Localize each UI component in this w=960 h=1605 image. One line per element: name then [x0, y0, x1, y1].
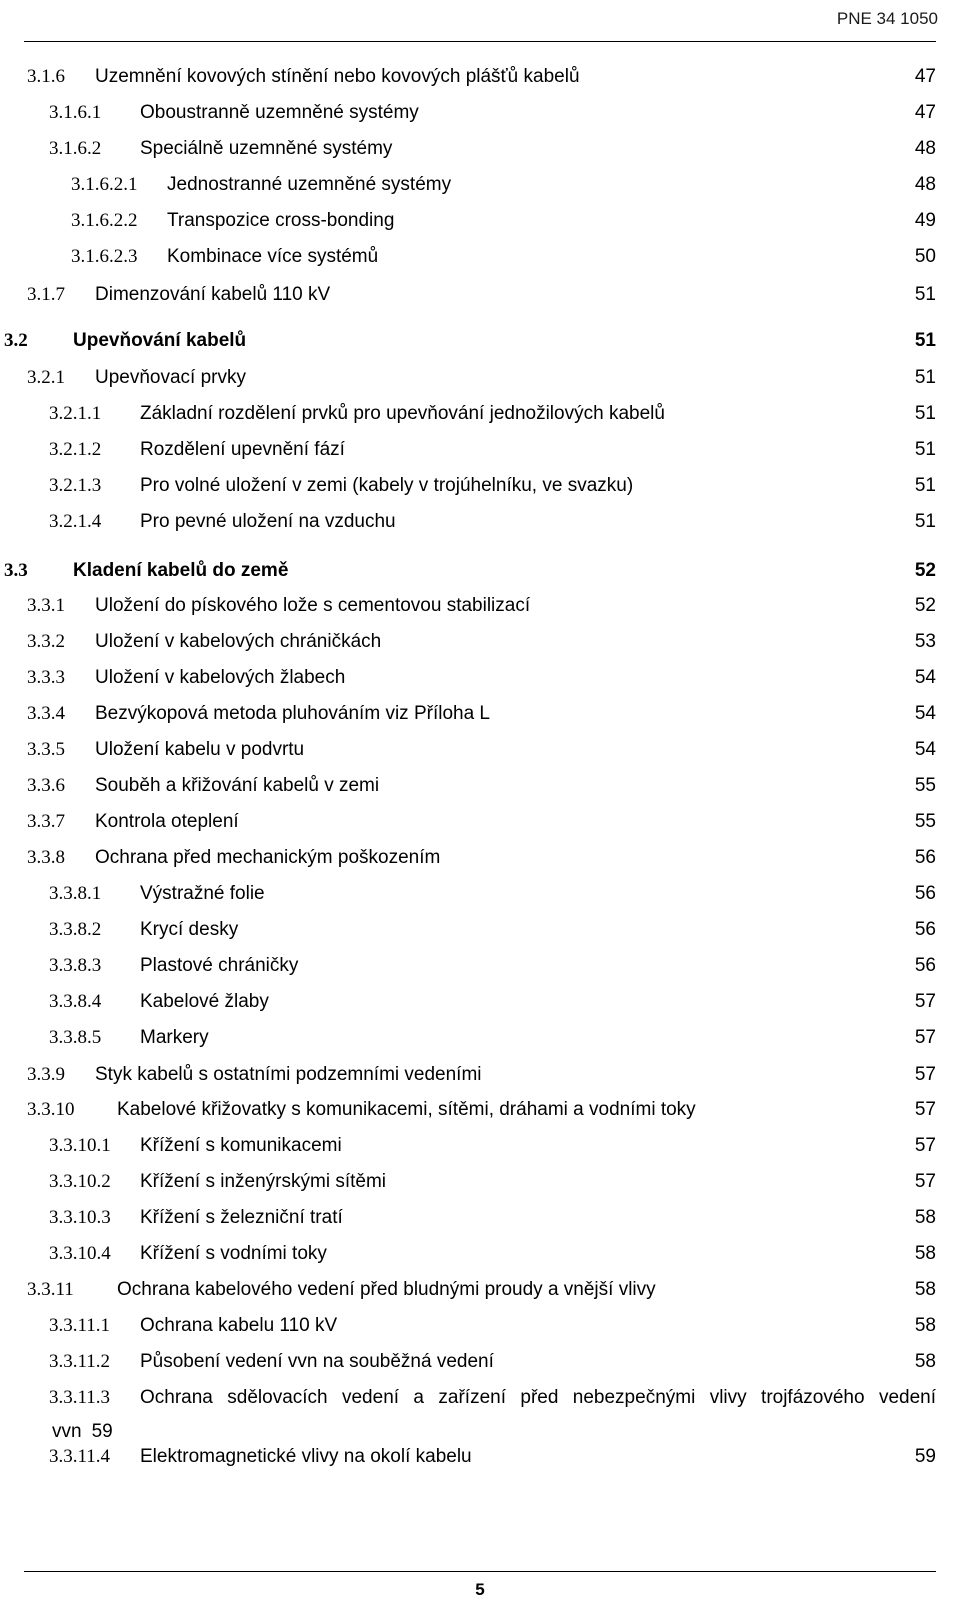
- toc-entry-number: 3.3.4: [27, 703, 65, 724]
- toc-entry-page: 52: [914, 595, 936, 616]
- toc-entry-title: Uzemnění kovových stínění nebo kovových plášťů kabelů: [95, 66, 580, 87]
- toc-entry[interactable]: [0, 473, 960, 499]
- toc-entry-page: 49: [914, 210, 936, 231]
- toc-entry-title: Křížení s komunikacemi: [140, 1135, 342, 1156]
- toc-entry[interactable]: [0, 1444, 960, 1470]
- toc-entry-title: Uložení v kabelových chráničkách: [95, 631, 382, 652]
- toc-entry-title: Působení vedení vvn na souběžná vedení: [140, 1351, 494, 1372]
- toc-entry-page: 51: [914, 403, 936, 424]
- toc-entry-page: 48: [914, 174, 936, 195]
- toc-entry-number: 3.3.11: [27, 1279, 74, 1300]
- toc-entry-title: Uložení kabelu v podvrtu: [95, 739, 305, 760]
- toc-entry-title: Ochrana kabelu 110 kV: [140, 1315, 338, 1336]
- toc-entry-number: 3.3.8: [27, 847, 65, 868]
- toc-entry[interactable]: [0, 365, 960, 391]
- toc-entry-title: Oboustranně uzemněné systémy: [140, 102, 419, 123]
- toc-entry-page: 59: [91, 1421, 113, 1442]
- toc-entry[interactable]: [0, 701, 960, 727]
- toc-entry[interactable]: [0, 136, 960, 162]
- toc-entry-page: 54: [914, 703, 936, 724]
- toc-entry-title: Upevňování kabelů: [73, 330, 247, 351]
- toc-entry-number: 3.3.8.2: [49, 919, 102, 940]
- toc-entry[interactable]: [0, 1169, 960, 1195]
- toc-entry-number: 3.3.11.3: [49, 1387, 111, 1408]
- toc-entry-page: 51: [914, 367, 936, 388]
- toc-entry-page: 47: [914, 102, 936, 123]
- toc-entry-title: Dimenzování kabelů 110 kV: [95, 284, 331, 305]
- toc-entry-number: 3.3.8.1: [49, 883, 102, 904]
- toc-entry-title: Ochrana před mechanickým poškozením: [95, 847, 441, 868]
- toc-entry-number: 3.2.1: [27, 367, 65, 388]
- toc-entry[interactable]: [0, 629, 960, 655]
- toc-entry[interactable]: [0, 509, 960, 535]
- toc-entry-page: 58: [914, 1207, 936, 1228]
- toc-entry-number: 3.3.6: [27, 775, 65, 796]
- toc-entry-title: Výstražné folie: [140, 883, 265, 904]
- toc-entry-page: 54: [914, 667, 936, 688]
- toc-entry[interactable]: [0, 809, 960, 835]
- toc-entry[interactable]: [0, 989, 960, 1015]
- toc-entry-page: 55: [914, 811, 936, 832]
- toc-entry-title: Souběh a křižování kabelů v zemi: [95, 775, 380, 796]
- toc-entry[interactable]: [0, 737, 960, 763]
- toc-entry-page: 56: [914, 847, 936, 868]
- toc-entry-number: 3.3.11.2: [49, 1351, 111, 1372]
- toc-entry[interactable]: [0, 665, 960, 691]
- toc-entry-page: 51: [914, 284, 936, 305]
- toc-entry-title: Ochrana sdělovacích vedení a zařízení před nebezpečnými vlivy trojfázového vedení: [140, 1387, 936, 1408]
- toc-entry-number: 3.3.10.3: [49, 1207, 111, 1228]
- toc-entry-number: 3.1.6: [27, 66, 65, 87]
- toc-entry[interactable]: [0, 773, 960, 799]
- toc-entry-title: Upevňovací prvky: [95, 367, 247, 388]
- toc-entry-title: Uložení do pískového lože s cementovou stabilizací: [95, 595, 531, 616]
- toc-entry-page: 58: [914, 1315, 936, 1336]
- toc-entry-title: Speciálně uzemněné systémy: [140, 138, 393, 159]
- toc-entry[interactable]: [0, 917, 960, 943]
- toc-entry[interactable]: [0, 1062, 960, 1088]
- toc-entry[interactable]: [0, 1277, 960, 1303]
- toc-entry-page: 50: [914, 246, 936, 267]
- toc-entry-page: 57: [914, 1099, 936, 1120]
- toc-entry-number: 3.1.6.2.2: [71, 210, 138, 231]
- toc-entry-title: Plastové chráničky: [140, 955, 299, 976]
- document-code: PNE 34 1050: [836, 9, 938, 28]
- toc-entry[interactable]: [0, 1133, 960, 1159]
- toc-entry-title: Krycí desky: [140, 919, 239, 940]
- toc-entry-number: 3.3.11.4: [49, 1446, 111, 1467]
- toc-entry-title: Jednostranné uzemněné systémy: [167, 174, 452, 195]
- toc-entry-page: 52: [914, 560, 936, 581]
- toc-entry[interactable]: [0, 1349, 960, 1375]
- toc-entry-title: Uložení v kabelových žlabech: [95, 667, 346, 688]
- toc-entry-page: 55: [914, 775, 936, 796]
- toc-entry-number: 3.1.6.2.1: [71, 174, 138, 195]
- toc-entry-page: 51: [914, 439, 936, 460]
- toc-entry-title: Markery: [140, 1027, 209, 1048]
- toc-entry-number: 3.1.6.2: [49, 138, 102, 159]
- toc-entry[interactable]: [0, 1385, 960, 1445]
- toc-entry-page: 57: [914, 1064, 936, 1085]
- toc-entry-page: 57: [914, 1171, 936, 1192]
- toc-entry-title: Kabelové žlaby: [140, 991, 269, 1012]
- toc-entry-number: 3.2.1.4: [49, 511, 102, 532]
- page-number: 5: [475, 1580, 485, 1599]
- toc-entry-page: 47: [914, 66, 936, 87]
- toc-entry[interactable]: [0, 1097, 960, 1123]
- toc-entry-number: 3.2: [4, 330, 28, 351]
- toc-entry[interactable]: [0, 208, 960, 234]
- toc-entry[interactable]: [0, 328, 960, 354]
- toc-entry-number: 3.3.9: [27, 1064, 65, 1085]
- toc-entry[interactable]: [0, 845, 960, 871]
- toc-entry-number: 3.3.5: [27, 739, 65, 760]
- toc-entry-title: Kladení kabelů do země: [73, 560, 289, 581]
- toc-entry-title: Kombinace více systémů: [167, 246, 379, 267]
- toc-entry-number: 3.3.10: [27, 1099, 75, 1120]
- toc-entry-page: 59: [914, 1446, 936, 1467]
- toc-entry[interactable]: [0, 282, 960, 308]
- toc-entry-number: 3.3.8.5: [49, 1027, 102, 1048]
- toc-entry-number: 3.1.7: [27, 284, 65, 305]
- toc-entry[interactable]: [0, 881, 960, 907]
- toc-entry-page: 51: [914, 475, 936, 496]
- toc-entry[interactable]: [0, 172, 960, 198]
- toc-entry-page: 57: [914, 1135, 936, 1156]
- toc-entry-number: 3.3.10.4: [49, 1243, 111, 1264]
- toc-entry-title: Pro pevné uložení na vzduchu: [140, 511, 396, 532]
- toc-entry-title: Kabelové křižovatky s komunikacemi, sítěmi, dráhami a vodními toky: [117, 1099, 696, 1120]
- toc-entry-page: 48: [914, 138, 936, 159]
- footer-rule: [24, 1571, 936, 1572]
- toc-entry-number: 3.3.10.2: [49, 1171, 111, 1192]
- toc-entry-page: 51: [914, 511, 936, 532]
- toc-entry[interactable]: [0, 64, 960, 90]
- toc-entry-number: 3.3.11.1: [49, 1315, 111, 1336]
- toc-entry-title: Pro volné uložení v zemi (kabely v trojúhelníku, ve svazku): [140, 475, 634, 496]
- toc-entry-number: 3.2.1.1: [49, 403, 102, 424]
- toc-entry-number: 3.3.10.1: [49, 1135, 111, 1156]
- toc-entry-page: 51: [914, 330, 936, 351]
- toc-entry-title: Křížení s vodními toky: [140, 1243, 327, 1264]
- toc-entry-title: Křížení s železniční tratí: [140, 1207, 343, 1228]
- toc-entry-number: 3.3: [4, 560, 28, 581]
- toc-entry-page: 57: [914, 991, 936, 1012]
- toc-entry-number: 3.1.6.2.3: [71, 246, 138, 267]
- toc-entry[interactable]: [0, 558, 960, 584]
- toc-entry-number: 3.2.1.3: [49, 475, 102, 496]
- toc-entry-number: 3.3.1: [27, 595, 65, 616]
- toc-entry-page: 56: [914, 955, 936, 976]
- toc-entry[interactable]: [0, 244, 960, 270]
- toc-entry-number: 3.2.1.2: [49, 439, 102, 460]
- toc-entry-number: 3.3.2: [27, 631, 65, 652]
- toc-entry-title: Elektromagnetické vlivy na okolí kabelu: [140, 1446, 472, 1467]
- toc-entry[interactable]: [0, 1205, 960, 1231]
- toc-entry[interactable]: [0, 1241, 960, 1267]
- toc-entry[interactable]: [0, 953, 960, 979]
- toc-entry-page: 57: [914, 1027, 936, 1048]
- toc-entry-number: 3.3.7: [27, 811, 65, 832]
- toc-entry-title-continued: vvn: [52, 1421, 82, 1442]
- toc-entry-title: Kontrola oteplení: [95, 811, 239, 832]
- toc-entry-number: 3.3.3: [27, 667, 65, 688]
- toc-entry-title: Styk kabelů s ostatními podzemními vedeními: [95, 1064, 482, 1085]
- toc-entry[interactable]: [0, 1025, 960, 1051]
- toc-entry-page: 58: [914, 1351, 936, 1372]
- toc-entry[interactable]: [0, 1313, 960, 1339]
- toc-entry[interactable]: [0, 437, 960, 463]
- toc-entry-page: 56: [914, 883, 936, 904]
- toc-entry-page: 56: [914, 919, 936, 940]
- toc-entry-title: Základní rozdělení prvků pro upevňování jednožilových kabelů: [140, 403, 665, 424]
- toc-entry-title: Křížení s inženýrskými sítěmi: [140, 1171, 386, 1192]
- toc-entry[interactable]: [0, 100, 960, 126]
- toc-entry[interactable]: [0, 593, 960, 619]
- toc-entry-title: Rozdělení upevnění fází: [140, 439, 345, 460]
- toc-entry-title: Bezvýkopová metoda pluhováním viz Příloha L: [95, 703, 490, 724]
- toc-entry-page: 58: [914, 1279, 936, 1300]
- toc-entry-number: 3.1.6.1: [49, 102, 102, 123]
- toc-entry[interactable]: [0, 401, 960, 427]
- toc-entry-number: 3.3.8.4: [49, 991, 102, 1012]
- toc-entry-number: 3.3.8.3: [49, 955, 102, 976]
- toc-entry-page: 53: [914, 631, 936, 652]
- toc-entry-page: 54: [914, 739, 936, 760]
- toc-entry-page: 58: [914, 1243, 936, 1264]
- toc-entry-title: Transpozice cross-bonding: [167, 210, 395, 231]
- toc-entry-title: Ochrana kabelového vedení před bludnými proudy a vnější vlivy: [117, 1279, 656, 1300]
